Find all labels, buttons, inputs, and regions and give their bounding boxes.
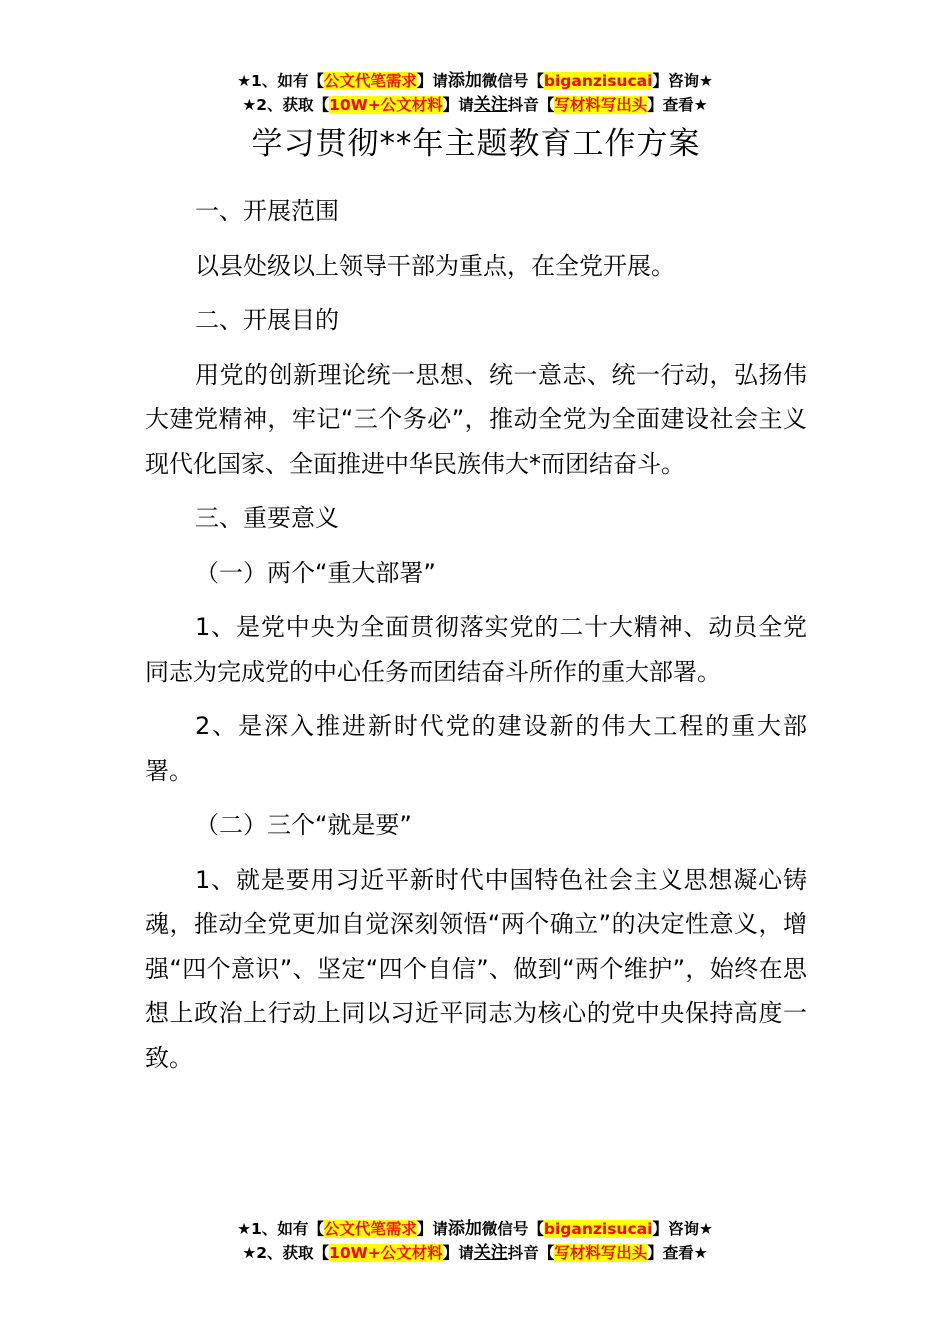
banner-line-2 — [0, 1241, 950, 1265]
banner-text: 关注 — [473, 1243, 508, 1263]
banner-douyin-id: 写材料写出头 — [554, 96, 648, 114]
banner-line-1 — [0, 1217, 950, 1241]
banner-text: ★2、获取【 — [242, 1244, 330, 1262]
banner-text: 】请 — [416, 1220, 448, 1238]
paragraph: 1、就是要用习近平新时代中国特色社会主义思想凝心铸魂，推动全党更加自觉深刻领悟“两个确立”的决定性意义，增强“四个意识”、坚定“四个自信”、做到“两个维护”，始终在思想上政治上行动上同以习近平同志为核心的党中央保持高度一致。 — [145, 865, 807, 1072]
footer-banner — [0, 1217, 950, 1265]
banner-wechat-id: biganzisucai — [543, 72, 653, 90]
document-title: 学习贯彻**年主题教育工作方案 — [251, 126, 701, 162]
banner-highlight: 公文代笔需求 — [323, 1220, 417, 1238]
banner-text: 添加 — [447, 1219, 482, 1239]
section-heading: 三、重要意义 — [195, 504, 339, 532]
paragraph: 用党的创新理论统一思想、统一意志、统一行动，弘扬伟大建党精神，牢记“三个务必”，推动全党为全面建设社会主义现代化国家、全面推进中华民族伟大*而团结奋斗。 — [145, 360, 807, 478]
subsection-heading: （一）两个“重大部署” — [195, 558, 436, 587]
section-heading: 一、开展范围 — [195, 197, 339, 225]
banner-line-1 — [0, 69, 950, 93]
banner-highlight: 10W+公文材料 — [329, 1244, 443, 1262]
paragraph: 1、是党中央为全面贯彻落实党的二十大精神、动员全党同志为完成党的中心任务而团结奋斗所作的重大部署。 — [145, 613, 807, 686]
banner-text: ★1、如有【 — [237, 1220, 324, 1238]
banner-text: 微信号【 — [481, 1220, 544, 1238]
banner-text: 】查看★ — [647, 96, 708, 114]
paragraph: 以县处级以上领导干部为重点，在全党开展。 — [195, 251, 675, 280]
banner-text: ★2、获取【 — [242, 96, 330, 114]
banner-wechat-id: biganzisucai — [543, 1220, 653, 1238]
banner-douyin-id: 写材料写出头 — [554, 1244, 648, 1262]
banner-text: 微信号【 — [481, 72, 544, 90]
subsection-heading: （二）三个“就是要” — [195, 811, 412, 839]
banner-text: 添加 — [447, 71, 482, 91]
banner-text: 】请 — [442, 96, 474, 114]
banner-text: 关注 — [473, 95, 508, 115]
banner-text: 抖音【 — [507, 1244, 555, 1262]
banner-text: ★1、如有【 — [237, 72, 324, 90]
paragraph: 2、是深入推进新时代党的建设新的伟大工程的重大部署。 — [145, 712, 807, 785]
banner-text: 抖音【 — [507, 96, 555, 114]
banner-highlight: 公文代笔需求 — [323, 72, 417, 90]
banner-highlight: 10W+公文材料 — [329, 96, 443, 114]
banner-text: 】请 — [416, 72, 448, 90]
banner-text: 】咨询★ — [652, 1220, 713, 1238]
banner-text: 】请 — [442, 1244, 474, 1262]
header-banner — [0, 69, 950, 117]
document-body — [145, 124, 807, 1090]
banner-text: 】查看★ — [647, 1244, 708, 1262]
banner-text: 】咨询★ — [652, 72, 713, 90]
section-heading: 二、开展目的 — [195, 306, 339, 334]
banner-line-2 — [0, 93, 950, 117]
